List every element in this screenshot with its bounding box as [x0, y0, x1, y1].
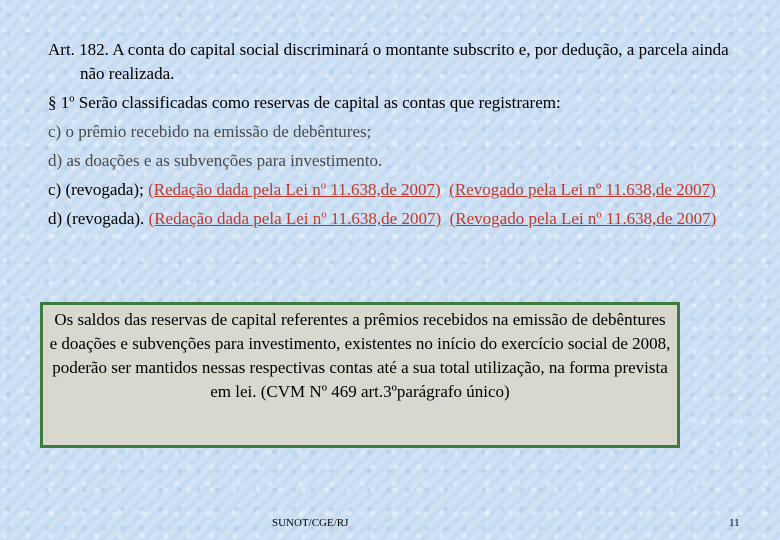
item-c-redacao-link[interactable]: (Redação dada pela Lei nº 11.638,de 2007): [148, 180, 441, 199]
cvm-note-box: [40, 302, 680, 448]
page-number: 11: [729, 517, 740, 529]
item-c-revoked-prefix: c) (revogada);: [48, 180, 149, 199]
item-c-revogado-link[interactable]: (Revogado pela Lei nº 11.638,de 2007): [449, 180, 716, 199]
item-d-revoked-prefix: d) (revogada).: [48, 209, 149, 228]
footer-organization: SUNOT/CGE/RJ: [272, 517, 349, 529]
item-d-revoked: [48, 207, 748, 231]
item-d-revogado-link[interactable]: (Revogado pela Lei nº 11.638,de 2007): [449, 209, 717, 228]
paragraph-1-text: § 1º Serão classificadas como reservas de capital as contas que registrarem:: [48, 93, 561, 112]
cvm-note-text: Os saldos das reservas de capital referentes a prêmios recebidos na emissão de debêntures e doações e subvenções para investimento, existentes no início do exercício social de 2008, poderão ser mantidos nessas respectivas contas até a sua total utilização, na forma prevista em lei. (CVM Nº 469 art.3ºparágrafo único): [49, 310, 671, 401]
main-text: [48, 38, 748, 236]
item-c-original: c) o prêmio recebido na emissão de debêntures;: [48, 122, 372, 141]
item-d-original: d) as doações e as subvenções para investimento.: [48, 151, 383, 170]
item-d-redacao-link[interactable]: (Redação dada pela Lei nº 11.638,de 2007): [148, 209, 442, 228]
item-c-revoked: [48, 178, 748, 202]
article-182-text: Art. 182. A conta do capital social discriminará o montante subscrito e, por dedução, a parcela ainda não realizada.: [48, 40, 729, 83]
